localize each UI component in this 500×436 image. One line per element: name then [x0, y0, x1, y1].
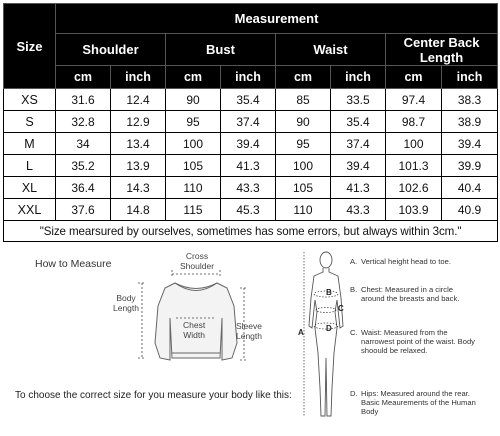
value-cell: 13.4 — [111, 133, 166, 155]
human-body-outline — [290, 248, 350, 428]
value-cell: 35.4 — [331, 111, 386, 133]
legend-text: Chest: Measured in a circle around the breasts and back. — [361, 285, 460, 304]
body-figure-diagram — [290, 248, 350, 428]
value-cell: 31.6 — [56, 89, 111, 111]
table-row — [4, 199, 498, 221]
bust-header: Bust — [166, 34, 276, 66]
value-cell: 41.3 — [331, 177, 386, 199]
garment-measure-diagram — [113, 248, 270, 378]
value-cell: 45.3 — [221, 199, 276, 221]
value-cell: 43.3 — [221, 177, 276, 199]
table-row — [4, 89, 498, 111]
legend-item — [350, 328, 500, 356]
table-row — [4, 133, 498, 155]
value-cell: 38.3 — [442, 89, 498, 111]
value-cell: 90 — [166, 89, 221, 111]
value-cell: 110 — [276, 199, 331, 221]
value-cell: 95 — [276, 133, 331, 155]
value-cell: 101.3 — [386, 155, 442, 177]
sleeve-length-label: Sleeve Length — [236, 321, 262, 341]
cross-shoulder-label: Cross Shoulder — [180, 251, 215, 271]
size-cell: L — [4, 155, 56, 177]
value-cell: 102.6 — [386, 177, 442, 199]
value-cell: 35.4 — [221, 89, 276, 111]
note-row — [4, 221, 498, 242]
size-cell: XS — [4, 89, 56, 111]
value-cell: 100 — [276, 155, 331, 177]
how-to-measure-title: How to Measure — [35, 258, 112, 270]
value-cell: 100 — [166, 133, 221, 155]
value-cell: 100 — [386, 133, 442, 155]
value-cell: 97.4 — [386, 89, 442, 111]
value-cell: 32.8 — [56, 111, 111, 133]
unit-header: inch — [111, 66, 166, 89]
size-cell: XXL — [4, 199, 56, 221]
table-row — [4, 155, 498, 177]
shoulder-header: Shoulder — [56, 34, 166, 66]
unit-header: cm — [276, 66, 331, 89]
size-cell: M — [4, 133, 56, 155]
unit-header: cm — [166, 66, 221, 89]
size-chart-table — [3, 3, 498, 242]
value-cell: 14.3 — [111, 177, 166, 199]
legend-item — [350, 285, 500, 303]
value-cell: 33.5 — [331, 89, 386, 111]
value-cell: 36.4 — [56, 177, 111, 199]
value-cell: 37.4 — [221, 111, 276, 133]
value-cell: 90 — [276, 111, 331, 133]
value-cell: 35.2 — [56, 155, 111, 177]
size-cell: XL — [4, 177, 56, 199]
value-cell: 103.9 — [386, 199, 442, 221]
center-back-length-header: Center Back Length — [386, 34, 498, 66]
value-cell: 40.4 — [442, 177, 498, 199]
chest-width-label: Chest Width — [183, 320, 206, 340]
value-cell: 85 — [276, 89, 331, 111]
value-cell: 105 — [276, 177, 331, 199]
legend-item — [350, 389, 500, 417]
value-cell: 39.4 — [331, 155, 386, 177]
legend-letter: D. — [350, 389, 358, 398]
unit-header: cm — [386, 66, 442, 89]
legend-letter: A. — [350, 257, 358, 266]
legend-letter: B. — [350, 285, 358, 294]
value-cell: 41.3 — [221, 155, 276, 177]
value-cell: 40.9 — [442, 199, 498, 221]
value-cell: 43.3 — [331, 199, 386, 221]
value-cell: 115 — [166, 199, 221, 221]
unit-header: inch — [221, 66, 276, 89]
point-a-label: A — [298, 328, 304, 337]
size-column-header: Size — [4, 4, 56, 89]
legend-item — [350, 257, 500, 266]
waist-header: Waist — [276, 34, 386, 66]
point-b-label: B — [326, 288, 332, 297]
body-length-label: Body Length — [113, 293, 139, 313]
value-cell: 38.9 — [442, 111, 498, 133]
value-cell: 39.4 — [221, 133, 276, 155]
value-cell: 95 — [166, 111, 221, 133]
value-cell: 13.9 — [111, 155, 166, 177]
unit-header: cm — [56, 66, 111, 89]
legend-text: Vertical height head to toe. — [361, 257, 451, 266]
value-cell: 98.7 — [386, 111, 442, 133]
point-d-label: D — [326, 324, 332, 333]
unit-header: inch — [442, 66, 498, 89]
unit-header: inch — [331, 66, 386, 89]
value-cell: 37.4 — [331, 133, 386, 155]
value-cell: 37.6 — [56, 199, 111, 221]
choose-size-instruction: To choose the correct size for you measure your body like this: — [15, 390, 292, 401]
legend-text: Waist: Measured from the narrowest point of the waist. Body shoould be relaxed. — [361, 328, 475, 356]
value-cell: 34 — [56, 133, 111, 155]
value-cell: 39.4 — [442, 133, 498, 155]
measurement-note: "Size mearsured by ourselves, sometimes has some errors, but always within 3cm." — [4, 221, 498, 242]
value-cell: 110 — [166, 177, 221, 199]
table-row — [4, 177, 498, 199]
legend-letter: C. — [350, 328, 358, 337]
value-cell: 12.4 — [111, 89, 166, 111]
table-row — [4, 111, 498, 133]
legend-text: Hips: Measured around the rear. Basic Meaurements of the Human Body — [361, 389, 476, 417]
value-cell: 105 — [166, 155, 221, 177]
value-cell: 39.9 — [442, 155, 498, 177]
size-cell: S — [4, 111, 56, 133]
size-table-body — [4, 89, 498, 242]
value-cell: 12.9 — [111, 111, 166, 133]
point-c-label: C — [338, 304, 344, 313]
value-cell: 14.8 — [111, 199, 166, 221]
measurement-header: Measurement — [56, 4, 498, 34]
